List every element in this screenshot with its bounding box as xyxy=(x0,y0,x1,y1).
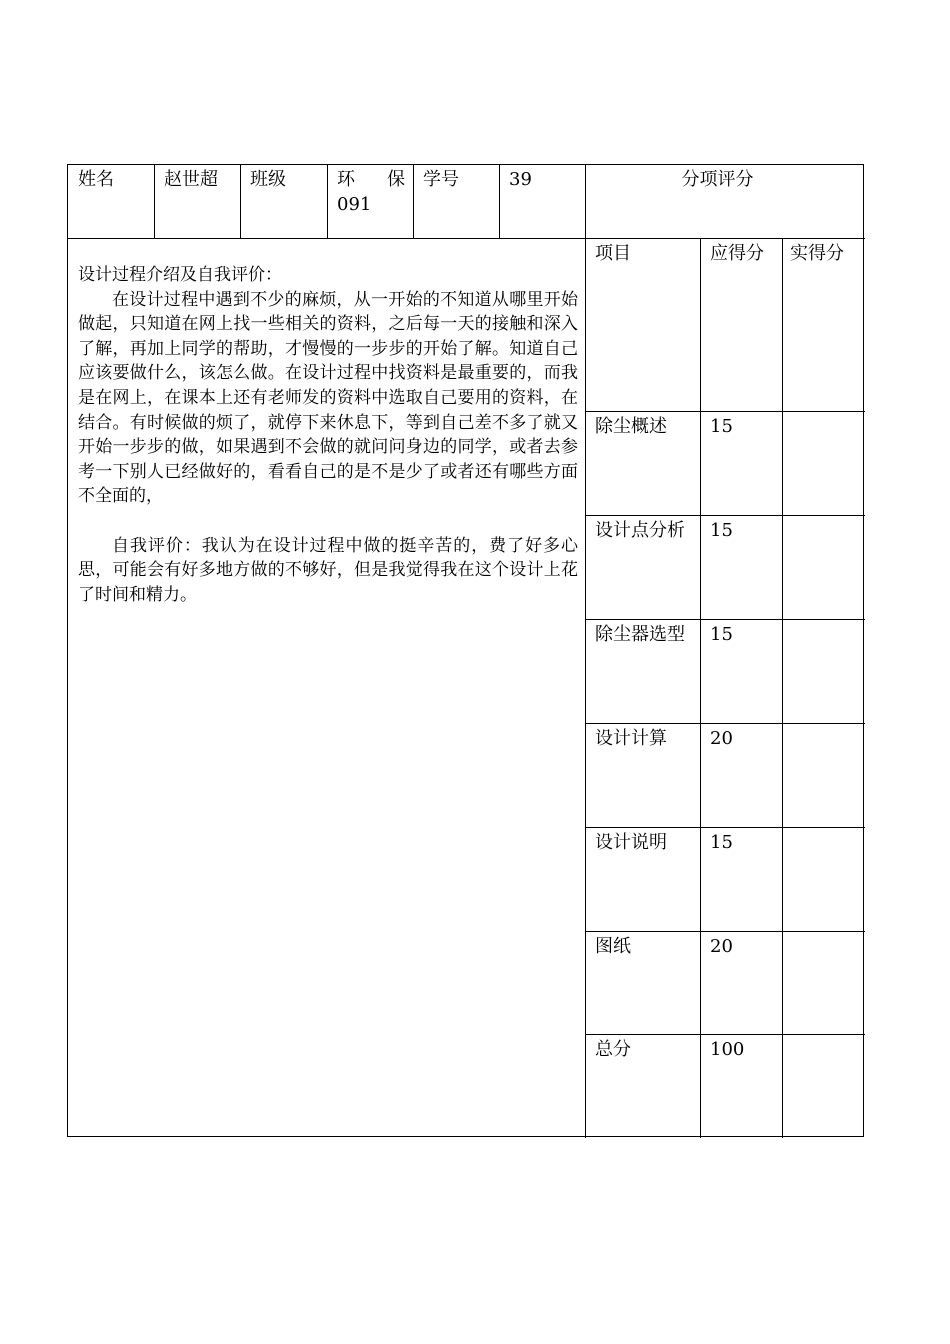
divider xyxy=(782,239,783,1138)
score-max: 15 xyxy=(710,416,733,437)
score-max: 15 xyxy=(710,624,733,645)
score-actual[interactable] xyxy=(782,932,865,934)
divider xyxy=(700,239,701,1138)
score-item: 图纸 xyxy=(595,936,631,957)
essay-paragraph-process: 在设计过程中遇到不少的麻烦，从一开始的不知道从哪里开始做起，只知道在网上找一些相关的资料，之后每一天的接触和深入了解，再加上同学的帮助，才慢慢的一步步的开始了解。知道自己应该要做什么，该怎么做。在设计过程中找资料是最重要的，而我是在网上，在课本上还有老师发的资料中选取自己要用的资料，在结合。有时候做的烦了，就停下来休息下，等到自己差不多了就又开始一步步的做，如果遇到不会做的就问问身边的同学，或者去参考一下别人已经做好的，看看自己的是不是少了或者还有哪些方面不全面的， xyxy=(78,289,578,507)
total-score-actual[interactable] xyxy=(782,1035,865,1037)
score-max: 20 xyxy=(710,728,733,749)
class-value xyxy=(327,165,413,217)
score-actual[interactable] xyxy=(782,516,865,518)
class-value-line2: 091 xyxy=(337,194,372,215)
score-max: 20 xyxy=(710,936,733,957)
score-item: 除尘器选型 xyxy=(595,624,685,645)
score-actual[interactable] xyxy=(782,828,865,830)
evaluation-sheet xyxy=(67,164,864,1137)
total-score-label: 总分 xyxy=(595,1039,631,1060)
class-value-char: 环 xyxy=(337,169,355,190)
name-label: 姓名 xyxy=(78,169,114,190)
class-value-line1 xyxy=(337,167,413,192)
class-label: 班级 xyxy=(250,169,286,190)
student-id-label: 学号 xyxy=(423,169,459,190)
col-header-actual-score: 实得分 xyxy=(790,243,844,264)
total-score-max: 100 xyxy=(710,1039,745,1060)
score-actual[interactable] xyxy=(782,620,865,622)
col-header-max-score: 应得分 xyxy=(710,243,764,264)
essay-heading: 设计过程介绍及自我评价： xyxy=(78,265,282,285)
spacer xyxy=(78,509,578,534)
score-item: 设计说明 xyxy=(595,832,667,853)
score-actual[interactable] xyxy=(782,412,865,414)
essay-paragraph-self-evaluation: 自我评价：我认为在设计过程中做的挺辛苦的，费了好多心思，可能会有好多地方做的不够好，但是我觉得我在这个设计上花了时间和精力。 xyxy=(78,535,578,605)
score-item: 除尘概述 xyxy=(595,416,667,437)
name-value: 赵世超 xyxy=(164,169,218,190)
col-header-item: 项目 xyxy=(595,243,631,264)
score-max: 15 xyxy=(710,832,733,853)
score-item: 设计点分析 xyxy=(595,520,685,541)
divider xyxy=(585,165,586,1138)
score-item: 设计计算 xyxy=(595,728,667,749)
score-actual[interactable] xyxy=(782,724,865,726)
essay-section xyxy=(78,263,578,607)
score-section-title: 分项评分 xyxy=(681,169,754,190)
class-value-char: 保 xyxy=(387,169,405,190)
score-max: 15 xyxy=(710,520,733,541)
student-id-value: 39 xyxy=(509,169,532,190)
